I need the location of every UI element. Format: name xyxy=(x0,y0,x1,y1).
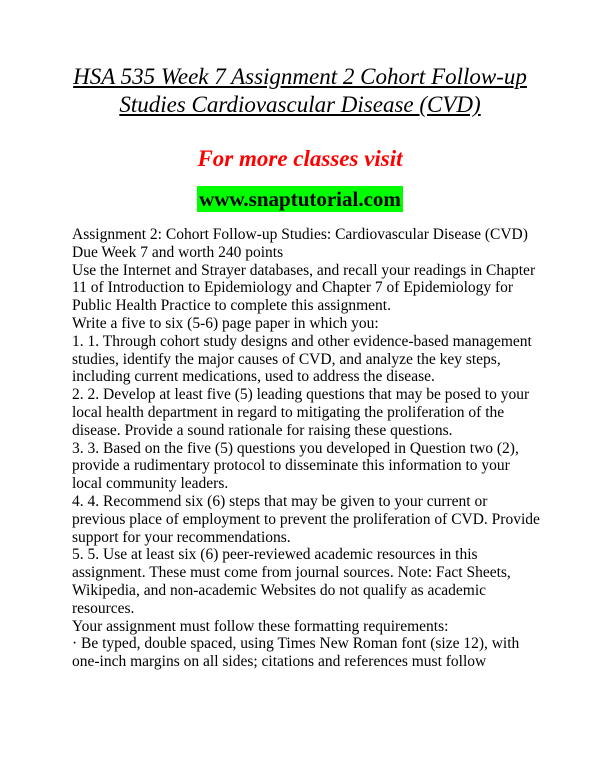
page-title: HSA 535 Week 7 Assignment 2 Cohort Follow-up Studies Cardiovascular Disease (CVD) xyxy=(73,64,527,117)
website-link[interactable]: www.snaptutorial.com xyxy=(199,187,401,211)
assignment-title: Assignment 2: Cohort Follow-up Studies: Cardiovascular Disease (CVD) xyxy=(72,226,528,243)
website-link-container xyxy=(0,186,600,212)
paper-intro: Write a five to six (5-6) page paper in which you: xyxy=(72,314,379,332)
format-intro: Your assignment must follow these formatting requirements: xyxy=(72,617,449,635)
due-line: Due Week 7 and worth 240 points xyxy=(72,243,284,261)
format-item: · Be typed, double spaced, using Times New Roman font (size 12), with one-inch margins on all sides; citations and references must follow xyxy=(72,635,520,671)
list-item: 5. 5. Use at least six (6) peer-reviewed academic resources in this assignment. These must come from journal sources. Note: Fact Sheets, Wikipedia, and non-academic Websites do not qualify as academic resources. xyxy=(72,546,511,617)
instructions-paragraph: Use the Internet and Strayer databases, and recall your readings in Chapter 11 of Introduction to Epidemiology and Chapter 7 of Epidemiology for Public Health Practice to complete this assignment. xyxy=(72,261,536,315)
list-item: 2. 2. Develop at least five (5) leading questions that may be posed to your local health department in regard to mitigating the proliferation of the disease. Provide a sound rationale for raising these questions. xyxy=(72,386,530,439)
list-item: 4. 4. Recommend six (6) steps that may be given to your current or previous place of employment to prevent the proliferation of CVD. Provide support for your recommendations. xyxy=(72,492,540,546)
promo-text: For more classes visit xyxy=(197,146,403,171)
list-item: 3. 3. Based on the five (5) questions you developed in Question two (2), provide a rudimentary protocol to disseminate this information to your local community leaders. xyxy=(72,439,519,493)
assignment-body xyxy=(72,226,542,671)
list-item: 1. 1. Through cohort study designs and other evidence-based management studies, identify the major causes of CVD, and analyze the key steps, including current medications, used to address the disease. xyxy=(72,332,532,386)
